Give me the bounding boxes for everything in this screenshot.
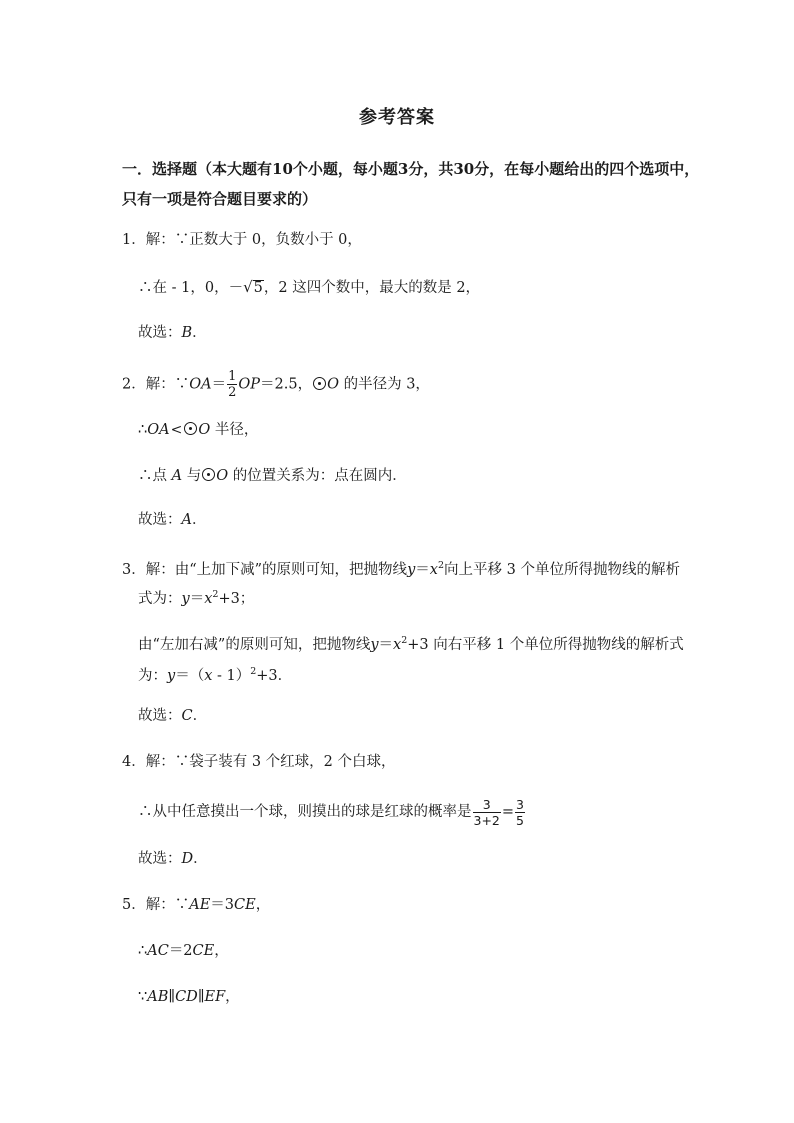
q3-line2: 式为：$y=x^2+3$；	[138, 589, 255, 607]
fraction-one-half: $\frac{1}{2}$	[228, 369, 237, 400]
section-heading-line2: 只有一项是符合题目要求的）	[122, 190, 318, 208]
fraction-probability: $\frac{3}{3+2}$	[473, 796, 500, 828]
q4-answer: 故选：D．	[138, 851, 208, 867]
section-heading-line1: 一．选择题（本大题有10个小题，每小题3分，共30分，在每小题给出的四个选项中，	[122, 160, 700, 178]
q3-line1: 3．解：由“上加下减”的原则可知，把抛物线$y=x^2$向上平移 3 个单位所得抛物线的解析	[122, 560, 680, 578]
q4-line1: 4．解：∵袋子装有 3 个红球，2 个白球，	[122, 754, 396, 770]
q5-line1: 5．解：∵AE＝3CE，	[122, 897, 271, 913]
page-title: 参考答案	[359, 107, 435, 128]
q1-answer: 故选：B．	[138, 325, 207, 341]
circle-dot-icon	[184, 422, 197, 435]
q3-line4: 为：y＝（x - 1）$^2$+3．	[138, 666, 293, 684]
q5-line2: ∴AC＝2CE，	[138, 943, 229, 959]
q2-line3: ∴点 A 与 O 的位置关系为：点在圆内．	[138, 468, 407, 484]
fraction-result: $\frac{3}{5}$	[516, 796, 524, 828]
q1-line2: ∴在 - 1，0，－√5，2 这四个数中，最大的数是 2，	[138, 278, 481, 296]
q3-line3: 由“左加右减”的原则可知，把抛物线$y=x^2+3$ 向右平移 1 个单位所得抛物线的解析式	[138, 635, 684, 653]
q5-line3: ∵AB∥CD∥EF，	[138, 989, 240, 1005]
q2-line2: ∴OA< O 半径，	[138, 422, 259, 438]
sqrt-expression: √5	[243, 278, 263, 296]
q4-line2: ∴从中任意摸出一个球，则摸出的球是红球的概率是 $\frac{3}{3+2}$ = $\frac{3}{5}$	[138, 796, 524, 828]
circle-dot-icon	[313, 377, 326, 390]
q3-answer: 故选：C．	[138, 708, 208, 724]
q1-line1: 1．解：∵正数大于 0，负数小于 0，	[122, 232, 362, 248]
q2-line1: 2．解：∵OA＝ $\frac{1}{2}$ OP＝2.5， O 的半径为 3，	[122, 369, 430, 400]
q2-answer: 故选：A．	[138, 512, 207, 528]
circle-dot-icon	[202, 468, 215, 481]
